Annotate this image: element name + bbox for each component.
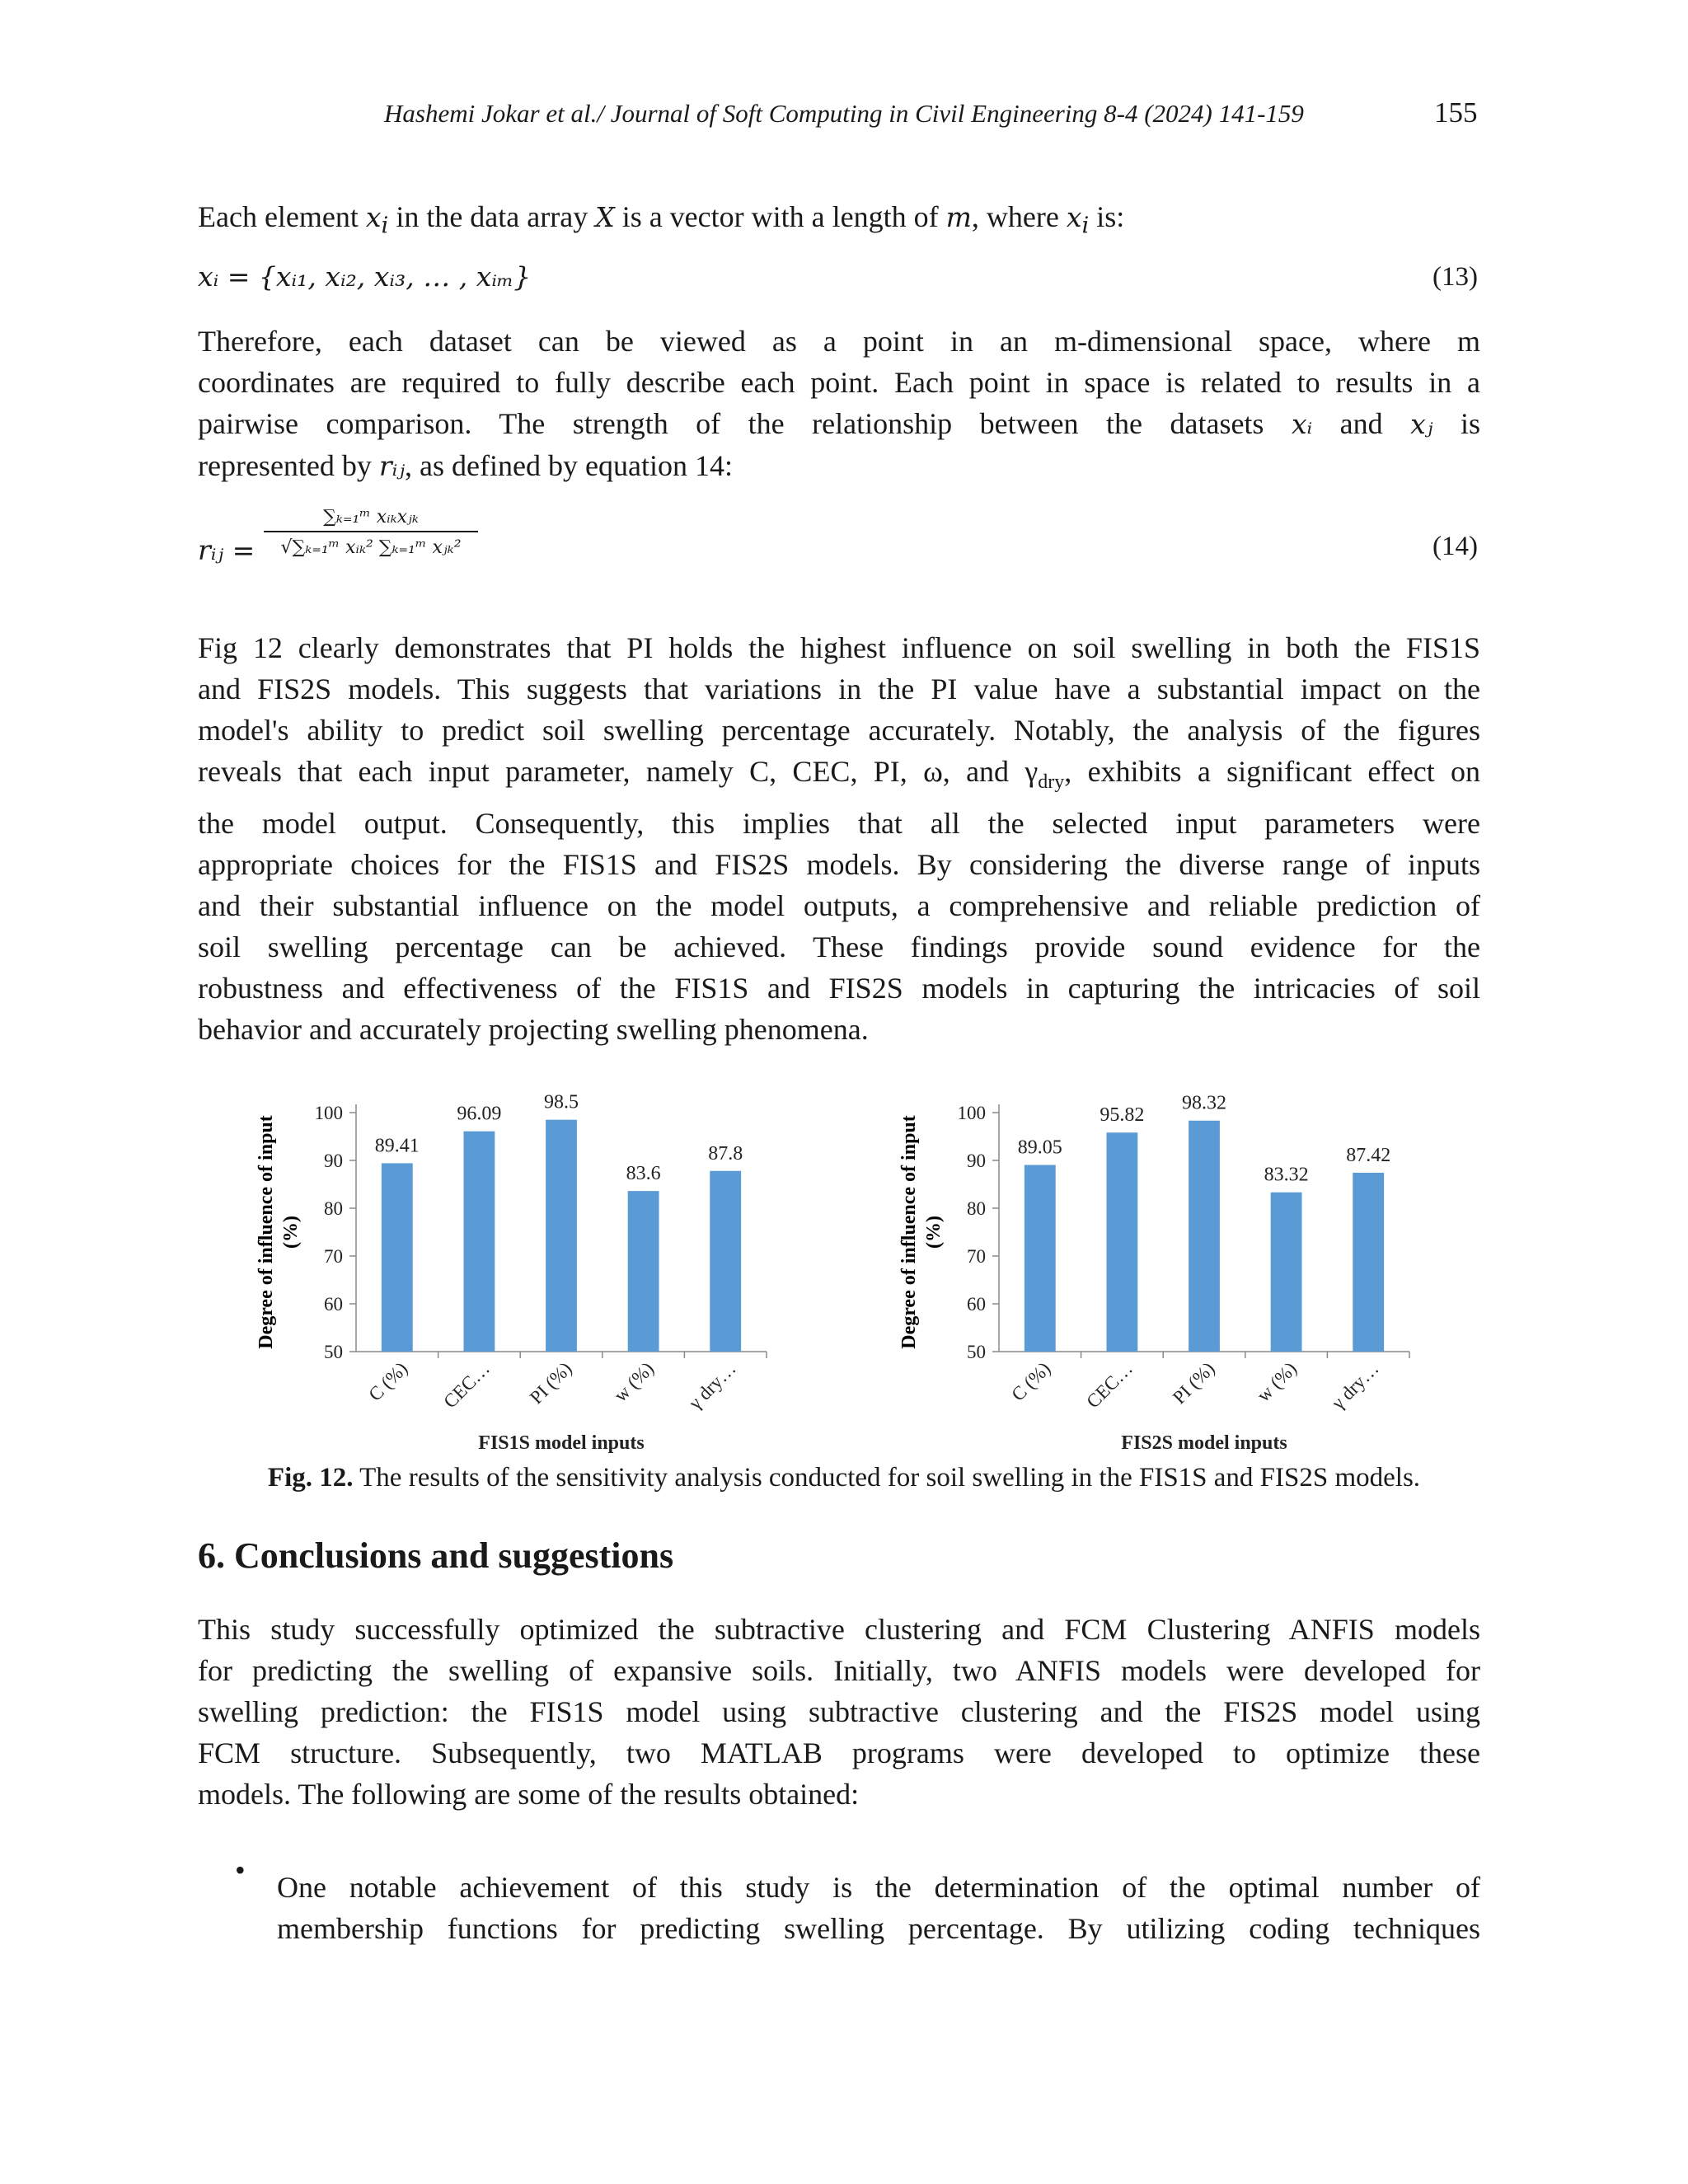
equation-14-numerator: ∑ₖ₌₁ᵐ xᵢₖxⱼₖ [264, 507, 478, 532]
y-tick-label: 90 [324, 1151, 343, 1171]
text-line: Fig 12 clearly demonstrates that PI holds the highest influence on soil swelling in both the FIS1S [198, 631, 1480, 664]
text-line: robustness and effectiveness of the FIS1S and FIS2S models in capturing the intricacies of soil [198, 972, 1480, 1005]
y-axis-title: Degree of influence of input [898, 1115, 920, 1349]
caption-text: The results of the sensitivity analysis conducted for soil swelling in the FIS1S and FIS2S models. [353, 1463, 1421, 1493]
text-line: FCM structure. Subsequently, two MATLAB programs were developed to optimize these [198, 1736, 1480, 1769]
text-line: One notable achievement of this study is the determination of the optimal number of [277, 1871, 1480, 1904]
caption-label: Fig. 12. [267, 1463, 354, 1493]
bar [463, 1132, 495, 1352]
chart-fis2s [890, 1080, 1451, 1463]
text-span: is: [1089, 200, 1125, 233]
y-tick-label: 90 [967, 1151, 986, 1171]
x-tick-label: γ dry… [1327, 1357, 1383, 1413]
equation-14-lhs: rᵢⱼ = [198, 534, 256, 566]
y-tick-label: 80 [967, 1198, 986, 1219]
math-xi: $x_i$ [365, 201, 389, 239]
y-tick-label: 70 [324, 1246, 343, 1267]
text-span: , where [971, 200, 1067, 233]
x-tick-label: γ dry… [684, 1357, 740, 1413]
y-tick-label: 50 [324, 1342, 343, 1362]
text-line: model's ability to predict soil swelling percentage accurately. Notably, the analysis of the figures [198, 714, 1480, 747]
bar-value-label: 87.8 [708, 1142, 743, 1165]
x-tick-label: C (%) [1007, 1357, 1055, 1405]
text-line: the model output. Consequently, this implies that all the selected input parameters were [198, 807, 1480, 841]
bar-value-label: 89.05 [1017, 1137, 1062, 1159]
text-line: and FIS2S models. This suggests that variations in the PI value have a substantial impact on the [198, 673, 1480, 705]
equation-number-13: (13) [1432, 262, 1478, 292]
bar-value-label: 83.6 [626, 1163, 661, 1185]
bar-value-label: 98.32 [1182, 1092, 1226, 1114]
bar-value-label: 95.82 [1100, 1104, 1145, 1127]
chart-svg [247, 1080, 808, 1459]
text-span: is a vector with a length of [614, 200, 946, 233]
text-line: and their substantial influence on the model outputs, a comprehensive and reliable prediction of [198, 889, 1480, 923]
math-X: X [595, 201, 615, 233]
equation-13: xᵢ = {xᵢ₁, xᵢ₂, xᵢ₃, … , xᵢₘ} [198, 260, 532, 293]
equation-number-14: (14) [1432, 532, 1478, 561]
text-line: Therefore, each dataset can be viewed as a point in an m-dimensional space, where m [198, 325, 1480, 358]
text-span: in the data array [388, 200, 596, 233]
text-line: represented by rᵢⱼ, as defined by equation 14: [198, 449, 733, 482]
bullet-item [277, 1867, 1480, 1949]
y-tick-label: 60 [967, 1294, 986, 1315]
bar [1271, 1193, 1302, 1352]
bar [382, 1163, 413, 1352]
bar-value-label: 98.5 [544, 1091, 579, 1113]
bullet-marker: • [235, 1854, 246, 1886]
x-tick-label: w (%) [610, 1357, 659, 1406]
bar-value-label: 96.09 [457, 1103, 502, 1125]
x-tick-label: PI (%) [1168, 1357, 1219, 1408]
text-line: swelling prediction: the FIS1S model using subtractive clustering and the FIS2S model using [198, 1695, 1480, 1728]
bar [1025, 1165, 1056, 1352]
page-number: 155 [1434, 96, 1478, 129]
paragraph-conclusions [198, 1609, 1480, 1815]
text-span: Each element [198, 200, 366, 233]
x-tick-label: w (%) [1253, 1357, 1301, 1406]
bar-value-label: 87.42 [1346, 1144, 1391, 1166]
x-tick-label: CEC… [1082, 1357, 1137, 1413]
text-line: coordinates are required to fully describe each point. Each point in space is related to results in a [198, 366, 1480, 399]
chart-fis1s [247, 1080, 808, 1463]
text-line: soil swelling percentage can be achieved. These findings provide sound evidence for the [198, 930, 1480, 964]
y-axis-title-unit: (%) [923, 1216, 945, 1249]
bar-value-label: 89.41 [374, 1135, 420, 1157]
chart-svg [890, 1080, 1451, 1459]
y-tick-label: 100 [957, 1103, 986, 1123]
x-tick-label: CEC… [439, 1357, 494, 1413]
text-line: for predicting the swelling of expansive soils. Initially, two ANFIS models were developed for [198, 1654, 1480, 1687]
math-xi: $x_i$ [1066, 201, 1090, 239]
running-header: Hashemi Jokar et al./ Journal of Soft Computing in Civil Engineering 8-4 (2024) 141-159 [384, 99, 1304, 128]
y-axis-title: Degree of influence of input [256, 1115, 277, 1349]
bar [1353, 1173, 1384, 1352]
x-axis-title: FIS2S model inputs [1121, 1432, 1287, 1454]
text-line: membership functions for predicting swelling percentage. By utilizing coding techniques [277, 1912, 1480, 1945]
equation-14-fraction [264, 507, 478, 558]
bar [628, 1191, 659, 1352]
bar [1106, 1132, 1137, 1352]
bar [546, 1120, 577, 1352]
x-tick-label: C (%) [364, 1357, 412, 1405]
x-tick-label: PI (%) [525, 1357, 576, 1408]
text-line: models. The following are some of the results obtained: [198, 1778, 860, 1811]
y-tick-label: 60 [324, 1294, 343, 1315]
paragraph-sensitivity [198, 627, 1480, 1050]
text-line: pairwise comparison. The strength of the relationship between the datasets xᵢ and xⱼ is [198, 407, 1480, 440]
text-line: behavior and accurately projecting swelling phenomena. [198, 1013, 869, 1047]
bar [1189, 1121, 1220, 1352]
y-axis-title-unit: (%) [280, 1216, 302, 1249]
text-line: This study successfully optimized the subtractive clustering and FCM Clustering ANFIS models [198, 1613, 1480, 1646]
text-line: appropriate choices for the FIS1S and FIS2S models. By considering the diverse range of inputs [198, 848, 1480, 882]
y-tick-label: 50 [967, 1342, 986, 1362]
bar-value-label: 83.32 [1264, 1164, 1309, 1186]
y-tick-label: 80 [324, 1198, 343, 1219]
paragraph-intro [198, 196, 1480, 246]
equation-14-denominator: √∑ₖ₌₁ᵐ xᵢₖ² ∑ₖ₌₁ᵐ xⱼₖ² [280, 537, 462, 558]
section-heading: 6. Conclusions and suggestions [198, 1535, 674, 1576]
y-tick-label: 100 [314, 1103, 343, 1123]
text-line: reveals that each input parameter, namely C, CEC, PI, ω, and $\gamma_{dry}$, exhibits a significant effect on [198, 755, 1480, 794]
math-m: m [945, 201, 972, 233]
y-tick-label: 70 [967, 1246, 986, 1267]
paragraph-dimension [198, 321, 1480, 487]
x-axis-title: FIS1S model inputs [478, 1432, 645, 1454]
bar [710, 1171, 741, 1352]
figure-caption [0, 1463, 1688, 1493]
